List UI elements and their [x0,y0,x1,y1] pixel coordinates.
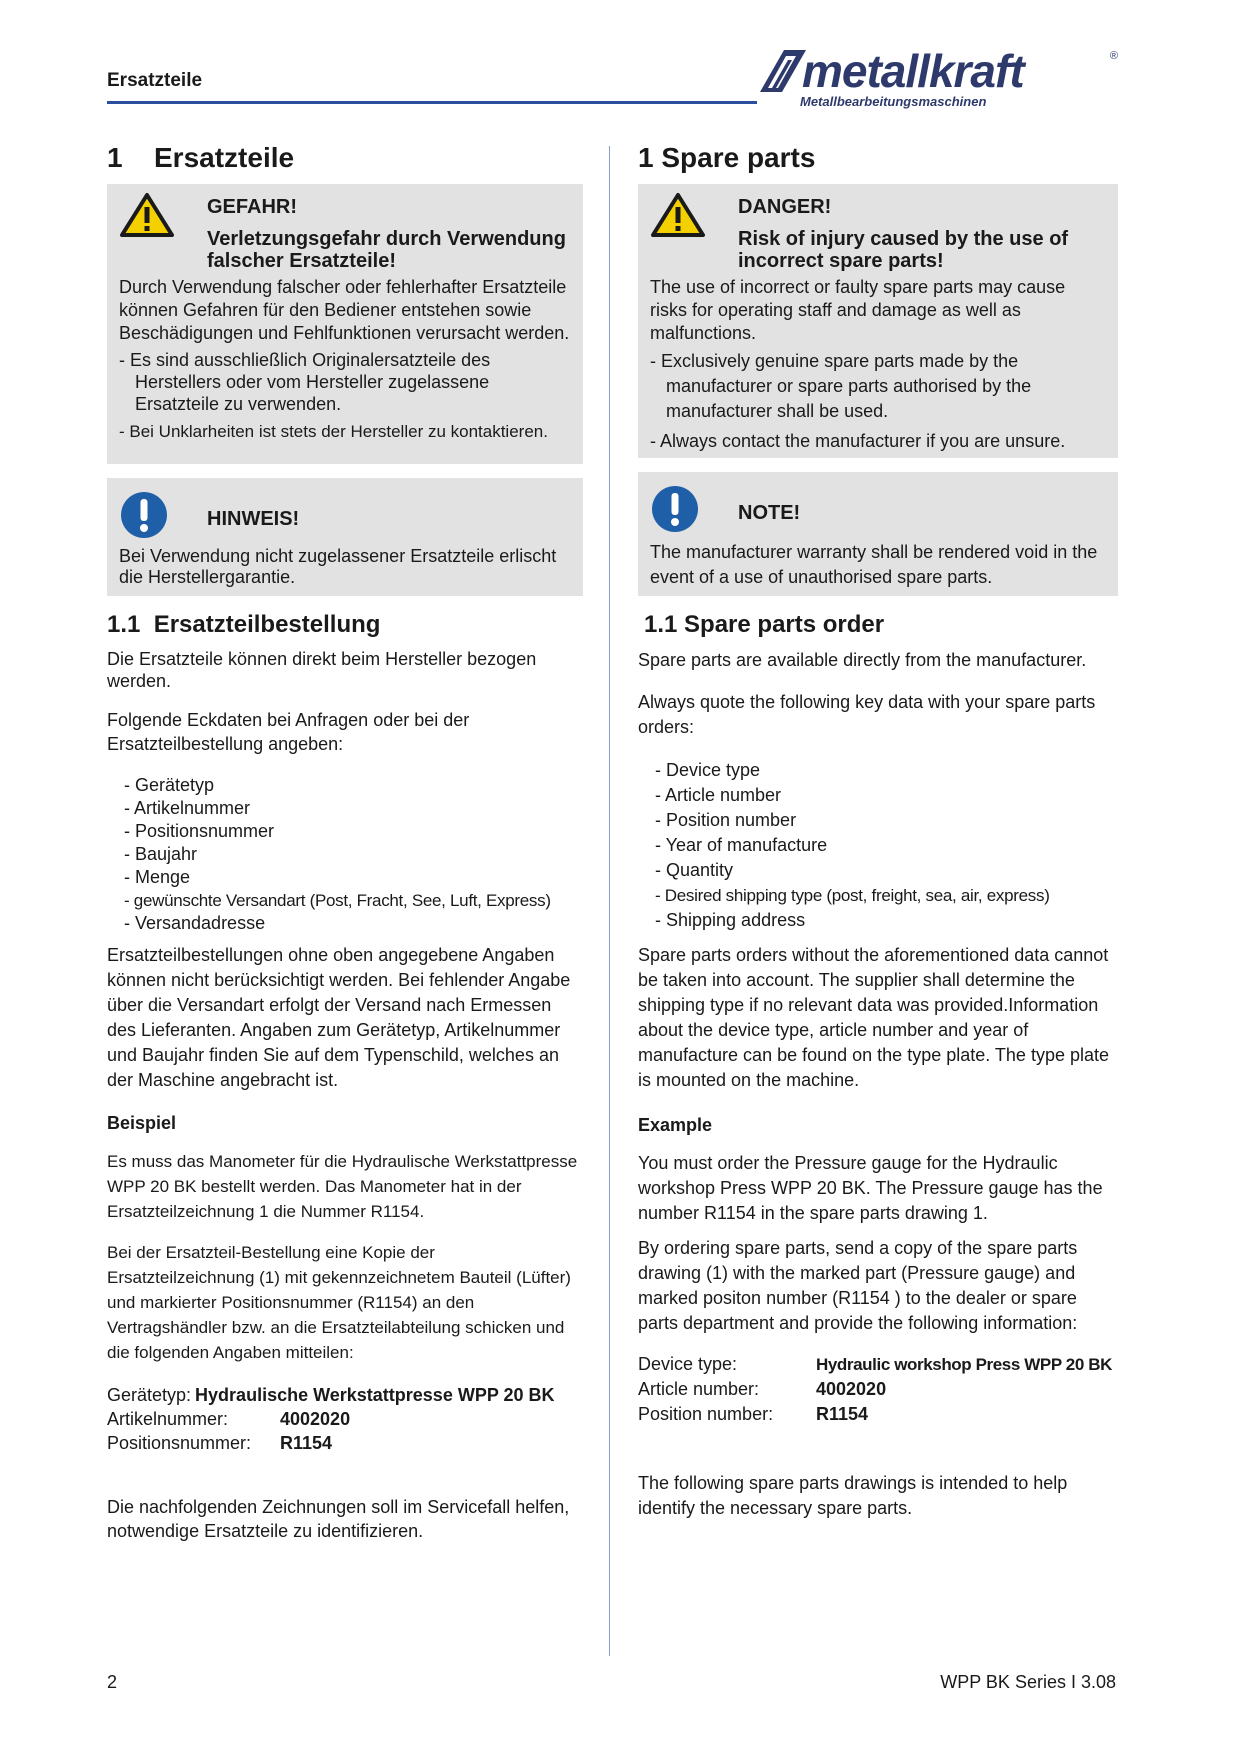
position-number-row [107,1431,583,1455]
column-english [638,140,1118,1537]
note-text: Bei Verwendung nicht zugelassener Ersatzteile erlischt die Herstellergarantie. [119,546,557,587]
note-box [638,472,1118,596]
danger-bullet: - Exclusively genuine spare parts made by the manufacturer or spare parts authorised by the manufacturer shall be used. [650,351,1032,421]
column-german [107,140,583,1559]
device-type-value: Hydraulische Werkstattpresse WPP 20 BK [195,1385,555,1405]
exclamation-circle-icon [650,484,700,534]
article-number-value: 4002020 [816,1379,887,1399]
list-item: - Year of manufacture [655,835,828,855]
device-type-row [107,1383,583,1407]
danger-keyword: DANGER! [738,196,832,218]
list-item: - Artikelnummer [124,798,251,818]
article-number-label: Artikelnummer: [107,1409,229,1429]
list-item: - Quantity [655,860,734,880]
page-number: 2 [107,1672,118,1692]
danger-bullet: - Always contact the manufacturer if you are unsure. [650,431,1066,451]
column-divider [609,146,610,1656]
section-number: 1 [107,142,123,173]
paragraph: Spare parts orders without the aforementioned data cannot be taken into account. The supplier shall determine the shipping type if no relevant data was provided.Information about the device type, article number and year of manufacture can be found on the type plate. The type plate is mounted on the machine. [638,945,1109,1090]
warning-triangle-icon [119,192,175,238]
note-box [107,478,583,596]
list-item: - Position number [655,810,797,830]
exclamation-circle-icon [119,490,169,540]
section-heading [107,140,583,176]
section-heading: 1 Spare parts [638,142,816,173]
example-heading: Beispiel [107,1113,177,1133]
danger-bullet: - Bei Unklarheiten ist stets der Hersteller zu kontaktieren. [119,422,548,441]
list-item: - Baujahr [124,844,198,864]
danger-keyword: GEFAHR! [207,196,297,218]
paragraph: Die nachfolgenden Zeichnungen soll im Servicefall helfen, notwendige Ersatzteile zu identifizieren. [107,1497,570,1541]
paragraph: Die Ersatzteile können direkt beim Hersteller bezogen werden. [107,649,537,691]
header-title: Ersatzteile [107,70,203,91]
paragraph: Es muss das Manometer für die Hydraulische Werkstattpresse WPP 20 BK bestellt werden. Das Manometer hat in der Ersatzteilzeichnung 1 die Nummer R1154. [107,1152,578,1221]
order-data-list [107,774,583,935]
article-number-row [107,1407,583,1431]
logo-mark-icon [758,48,808,94]
logo-tagline: Metallbearbeitungsmaschinen [800,94,987,109]
note-keyword: NOTE! [738,502,801,524]
article-number-label: Article number: [638,1379,760,1399]
paragraph: You must order the Pressure gauge for the Hydraulic workshop Press WPP 20 BK. The Pressure gauge has the number R1154 in the spare parts drawing 1. [638,1153,1103,1223]
list-item: - Menge [124,867,191,887]
subsection-heading: 1.1 Ersatzteilbestellung [107,611,381,638]
device-type-row [638,1352,1118,1377]
warning-triangle-icon [650,192,706,238]
article-number-value: 4002020 [280,1409,351,1429]
paragraph: The following spare parts drawings is intended to help identify the necessary spare parts. [638,1473,1068,1518]
position-number-value: R1154 [280,1433,333,1453]
paragraph: By ordering spare parts, send a copy of the spare parts drawing (1) with the marked part (Pressure gauge) and marked positon number (R1154 ) to the dealer or spare parts department and provide the following information: [638,1238,1078,1333]
section-title: Ersatzteile [154,142,295,173]
paragraph: Folgende Eckdaten bei Anfragen oder bei der Ersatzteilbestellung angeben: [107,710,470,754]
danger-bullet: - Es sind ausschließlich Originalersatzteile des Herstellers oder vom Hersteller zugelassene Ersatzteile zu verwenden. [119,350,491,414]
position-number-label: Position number: [638,1404,774,1424]
danger-text: The use of incorrect or faulty spare parts may cause risks for operating staff and damage as well as malfunctions. [650,277,1066,343]
paragraph: Spare parts are available directly from the manufacturer. [638,650,1087,670]
logo-registered-mark: ® [1109,50,1118,62]
paragraph: Bei der Ersatzteil-Bestellung eine Kopie der Ersatzteilzeichnung (1) mit gekennzeichnetem Bauteil (Lüfter) und markierter Positionsnummer (R1154) an den Vertragshändler bzw. an die Ersatzteilabteilung schicken und die folgenden Angaben mitteilen: [107,1243,571,1362]
list-item: - Shipping address [655,910,806,930]
device-type-label: Gerätetyp: [107,1385,192,1405]
position-number-label: Positionsnummer: [107,1433,252,1453]
paragraph: Ersatzteilbestellungen ohne oben angegebene Angaben können nicht berücksichtigt werden. Bei fehlender Angabe über die Versandart erfolgt der Versand nach Ermessen des Lieferanten. Angaben zum Gerätetyp, Artikelnummer und Baujahr finden Sie auf dem Typenschild, welches an der Maschine angebracht ist. [107,945,571,1090]
list-item: - Device type [655,760,761,780]
device-type-value: Hydraulic workshop Press WPP 20 BK [816,1355,1112,1374]
danger-bullets [119,349,571,443]
list-item: - Desired shipping type (post, freight, sea, air, express) [655,886,1050,905]
danger-text: Durch Verwendung falscher oder fehlerhafter Ersatzteile können Gefahren für den Bediener entstehen sowie Beschädigungen und Fehlfunktionen verursacht werden. [119,277,570,343]
subsection-heading: 1.1 Spare parts order [644,611,885,638]
position-number-row [638,1402,1118,1427]
logo-wordmark: metallkraft [802,45,1024,97]
position-number-value: R1154 [816,1404,869,1424]
logo [758,46,1118,114]
danger-bullets [650,349,1106,452]
danger-box [638,184,1118,458]
example-heading: Example [638,1115,713,1135]
danger-subtitle: Verletzungsgefahr durch Verwendung falscher Ersatzteile! [207,228,566,272]
document-id: WPP BK Series I 3.08 [940,1672,1116,1692]
list-item: - Versandadresse [124,913,266,933]
list-item: - Article number [655,785,782,805]
paragraph: Always quote the following key data with your spare parts orders: [638,692,1096,737]
article-number-row [638,1377,1118,1402]
danger-box [107,184,583,464]
note-text: The manufacturer warranty shall be rendered void in the event of a use of unauthorised spare parts. [650,542,1098,587]
order-data-list [638,758,1118,933]
list-item: - gewünschte Versandart (Post, Fracht, See, Luft, Express) [124,891,551,910]
list-item: - Positionsnummer [124,821,275,841]
device-type-label: Device type: [638,1354,738,1374]
list-item: - Gerätetyp [124,775,215,795]
header-rule [107,101,757,104]
note-keyword: HINWEIS! [207,508,300,530]
danger-subtitle: Risk of injury caused by the use of incorrect spare parts! [738,228,1069,272]
